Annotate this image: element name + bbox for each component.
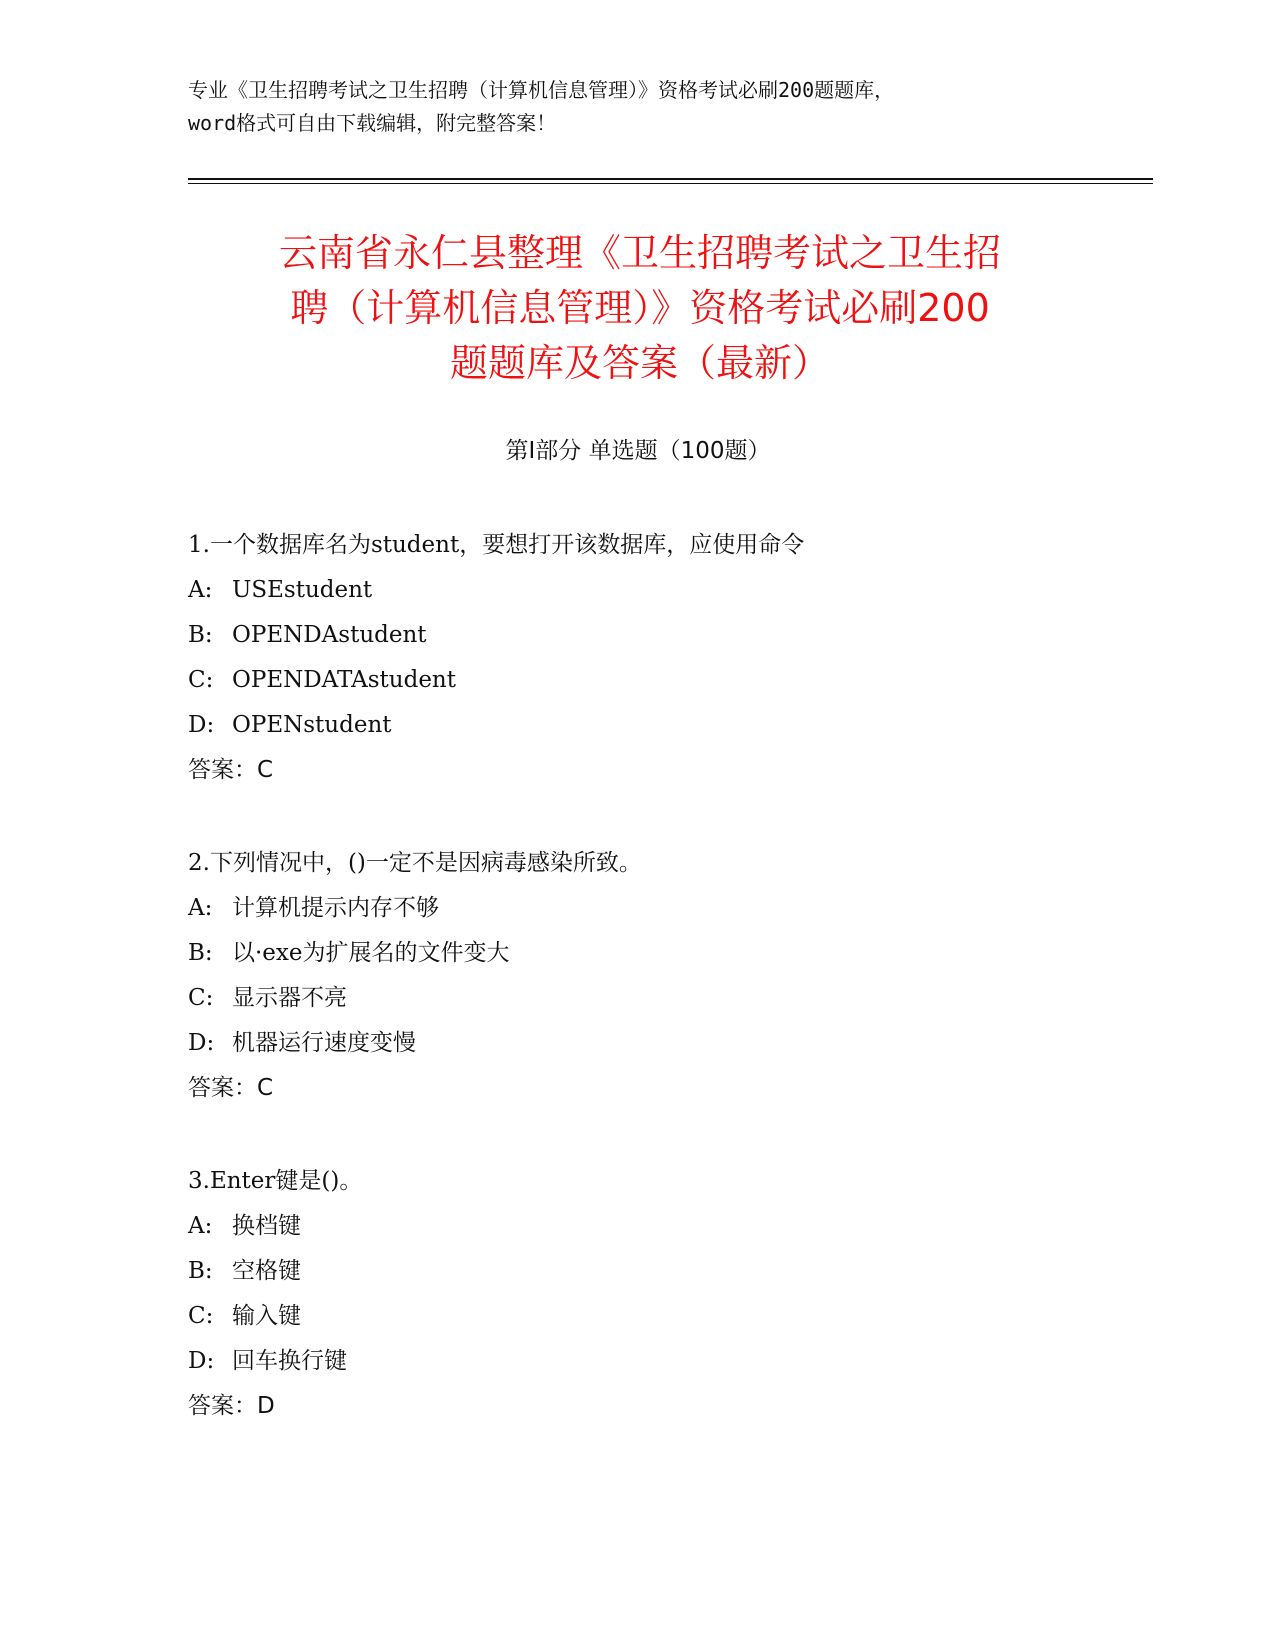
question-1 [188,523,1148,793]
question-stem: 3.Enter键是()。 [188,1168,363,1194]
option-text: 以·exe为扩展名的文件变大 [232,940,510,966]
option-d [188,703,1148,748]
header-note [188,74,1088,140]
option-text: OPENstudent [232,712,392,738]
option-text: OPENDATAstudent [232,667,456,693]
header-note-line-2: word格式可自由下载编辑，附完整答案！ [188,111,557,135]
option-b [188,931,1148,976]
document-title-line-2: 聘（计算机信息管理）》资格考试必刷200 [290,286,990,330]
option-a [188,1204,1148,1249]
answer: 答案：C [188,757,274,783]
option-d [188,1021,1148,1066]
header-divider-thick [188,178,1153,180]
option-b [188,1249,1148,1294]
question-2 [188,841,1148,1111]
option-label: A: [188,1213,213,1239]
header-note-line-1: 专业《卫生招聘考试之卫生招聘（计算机信息管理）》资格考试必刷200题题库， [188,78,895,102]
option-text: 输入键 [232,1303,301,1329]
section-title: 第Ⅰ部分 单选题（100题） [505,438,771,464]
option-label: D: [188,712,215,738]
option-b [188,613,1148,658]
option-label: B: [188,940,213,966]
option-text: OPENDAstudent [232,622,427,648]
option-label: B: [188,1258,213,1284]
option-label: A: [188,577,213,603]
document-title-line-1: 云南省永仁县整理《卫生招聘考试之卫生招 [278,231,1001,275]
question-stem: 1.一个数据库名为student，要想打开该数据库，应使用命令 [188,532,805,558]
option-text: 回车换行键 [232,1348,347,1374]
option-a [188,886,1148,931]
option-text: USEstudent [232,577,373,603]
question-stem: 2.下列情况中，()一定不是因病毒感染所致。 [188,850,642,876]
option-text: 空格键 [232,1258,301,1284]
option-c [188,658,1148,703]
answer: 答案：D [188,1393,275,1419]
option-c [188,1294,1148,1339]
option-text: 显示器不亮 [232,985,347,1011]
document-title [180,226,1100,391]
answer: 答案：C [188,1075,274,1101]
option-text: 计算机提示内存不够 [232,895,439,921]
option-label: B: [188,622,213,648]
option-label: A: [188,895,213,921]
option-label: C: [188,1303,214,1329]
header-divider-thin [188,183,1153,184]
question-3 [188,1159,1148,1429]
option-d [188,1339,1148,1384]
option-label: D: [188,1348,215,1374]
option-label: D: [188,1030,215,1056]
option-c [188,976,1148,1021]
option-label: C: [188,667,214,693]
document-title-line-3: 题题库及答案（最新） [449,341,830,385]
option-text: 机器运行速度变慢 [232,1030,416,1056]
option-text: 换档键 [232,1213,301,1239]
option-label: C: [188,985,214,1011]
option-a [188,568,1148,613]
